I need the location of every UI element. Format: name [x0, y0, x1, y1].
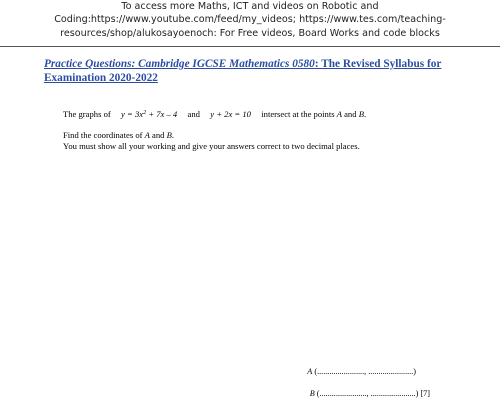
equation-1-mid: = 3x: [124, 109, 144, 119]
equation-1: [121, 109, 177, 119]
question-text: [63, 109, 366, 120]
answer-a-label: A: [307, 367, 313, 376]
equation-connector: and: [187, 109, 200, 119]
question-period: .: [363, 109, 367, 119]
point-b-label: B: [358, 109, 364, 119]
banner-line-3: resources/shop/alukosayoenoch: For Free videos, Board Works and code blocks: [60, 27, 440, 39]
instruction-point-b: B: [166, 130, 172, 140]
equation-1-exponent: 2: [143, 110, 147, 116]
instruction-and: and: [152, 130, 165, 140]
equation-2: y + 2x = 10: [210, 109, 251, 119]
point-a-label: A: [336, 109, 342, 119]
title-part-1: Practice Questions: Cambridge IGCSE Mathematics 0580: [44, 58, 315, 70]
equation-1-rest: + 7x – 4: [146, 109, 178, 119]
answer-b-label: B: [309, 389, 315, 398]
instruction-line-2: You must show all your working and give your answers correct to two decimal places.: [63, 140, 360, 151]
answer-line-a[interactable]: [307, 367, 430, 377]
instructions: [63, 130, 360, 151]
instruction-point-a: A: [144, 130, 150, 140]
instruction-line-1: [63, 130, 360, 141]
title-part-3: Examination 2020-2022: [44, 71, 158, 84]
question-and: and: [344, 109, 357, 119]
question-intro: The graphs of: [63, 109, 111, 119]
marks-badge: [7]: [420, 389, 430, 398]
answer-line-b[interactable]: [310, 389, 430, 399]
header-banner: [0, 0, 500, 42]
answer-a-blank[interactable]: (......................., ......................): [312, 367, 416, 376]
equation-1-lhs: y: [121, 109, 125, 119]
banner-line-1: To access more Maths, ICT and videos on Robotic and: [121, 1, 379, 12]
title-part-2: : The Revised Syllabus for: [314, 58, 442, 70]
banner-divider: [0, 46, 500, 47]
banner-line-2: Coding:https://www.youtube.com/feed/my_videos; https://www.tes.com/teaching-: [54, 14, 446, 26]
instruction-period: .: [171, 130, 175, 140]
page-title: [44, 58, 454, 85]
instruction-1-text: Find the coordinates of: [63, 130, 143, 140]
question-outro: intersect at the points: [261, 109, 335, 119]
answer-b-blank[interactable]: (......................., ......................): [314, 389, 419, 398]
